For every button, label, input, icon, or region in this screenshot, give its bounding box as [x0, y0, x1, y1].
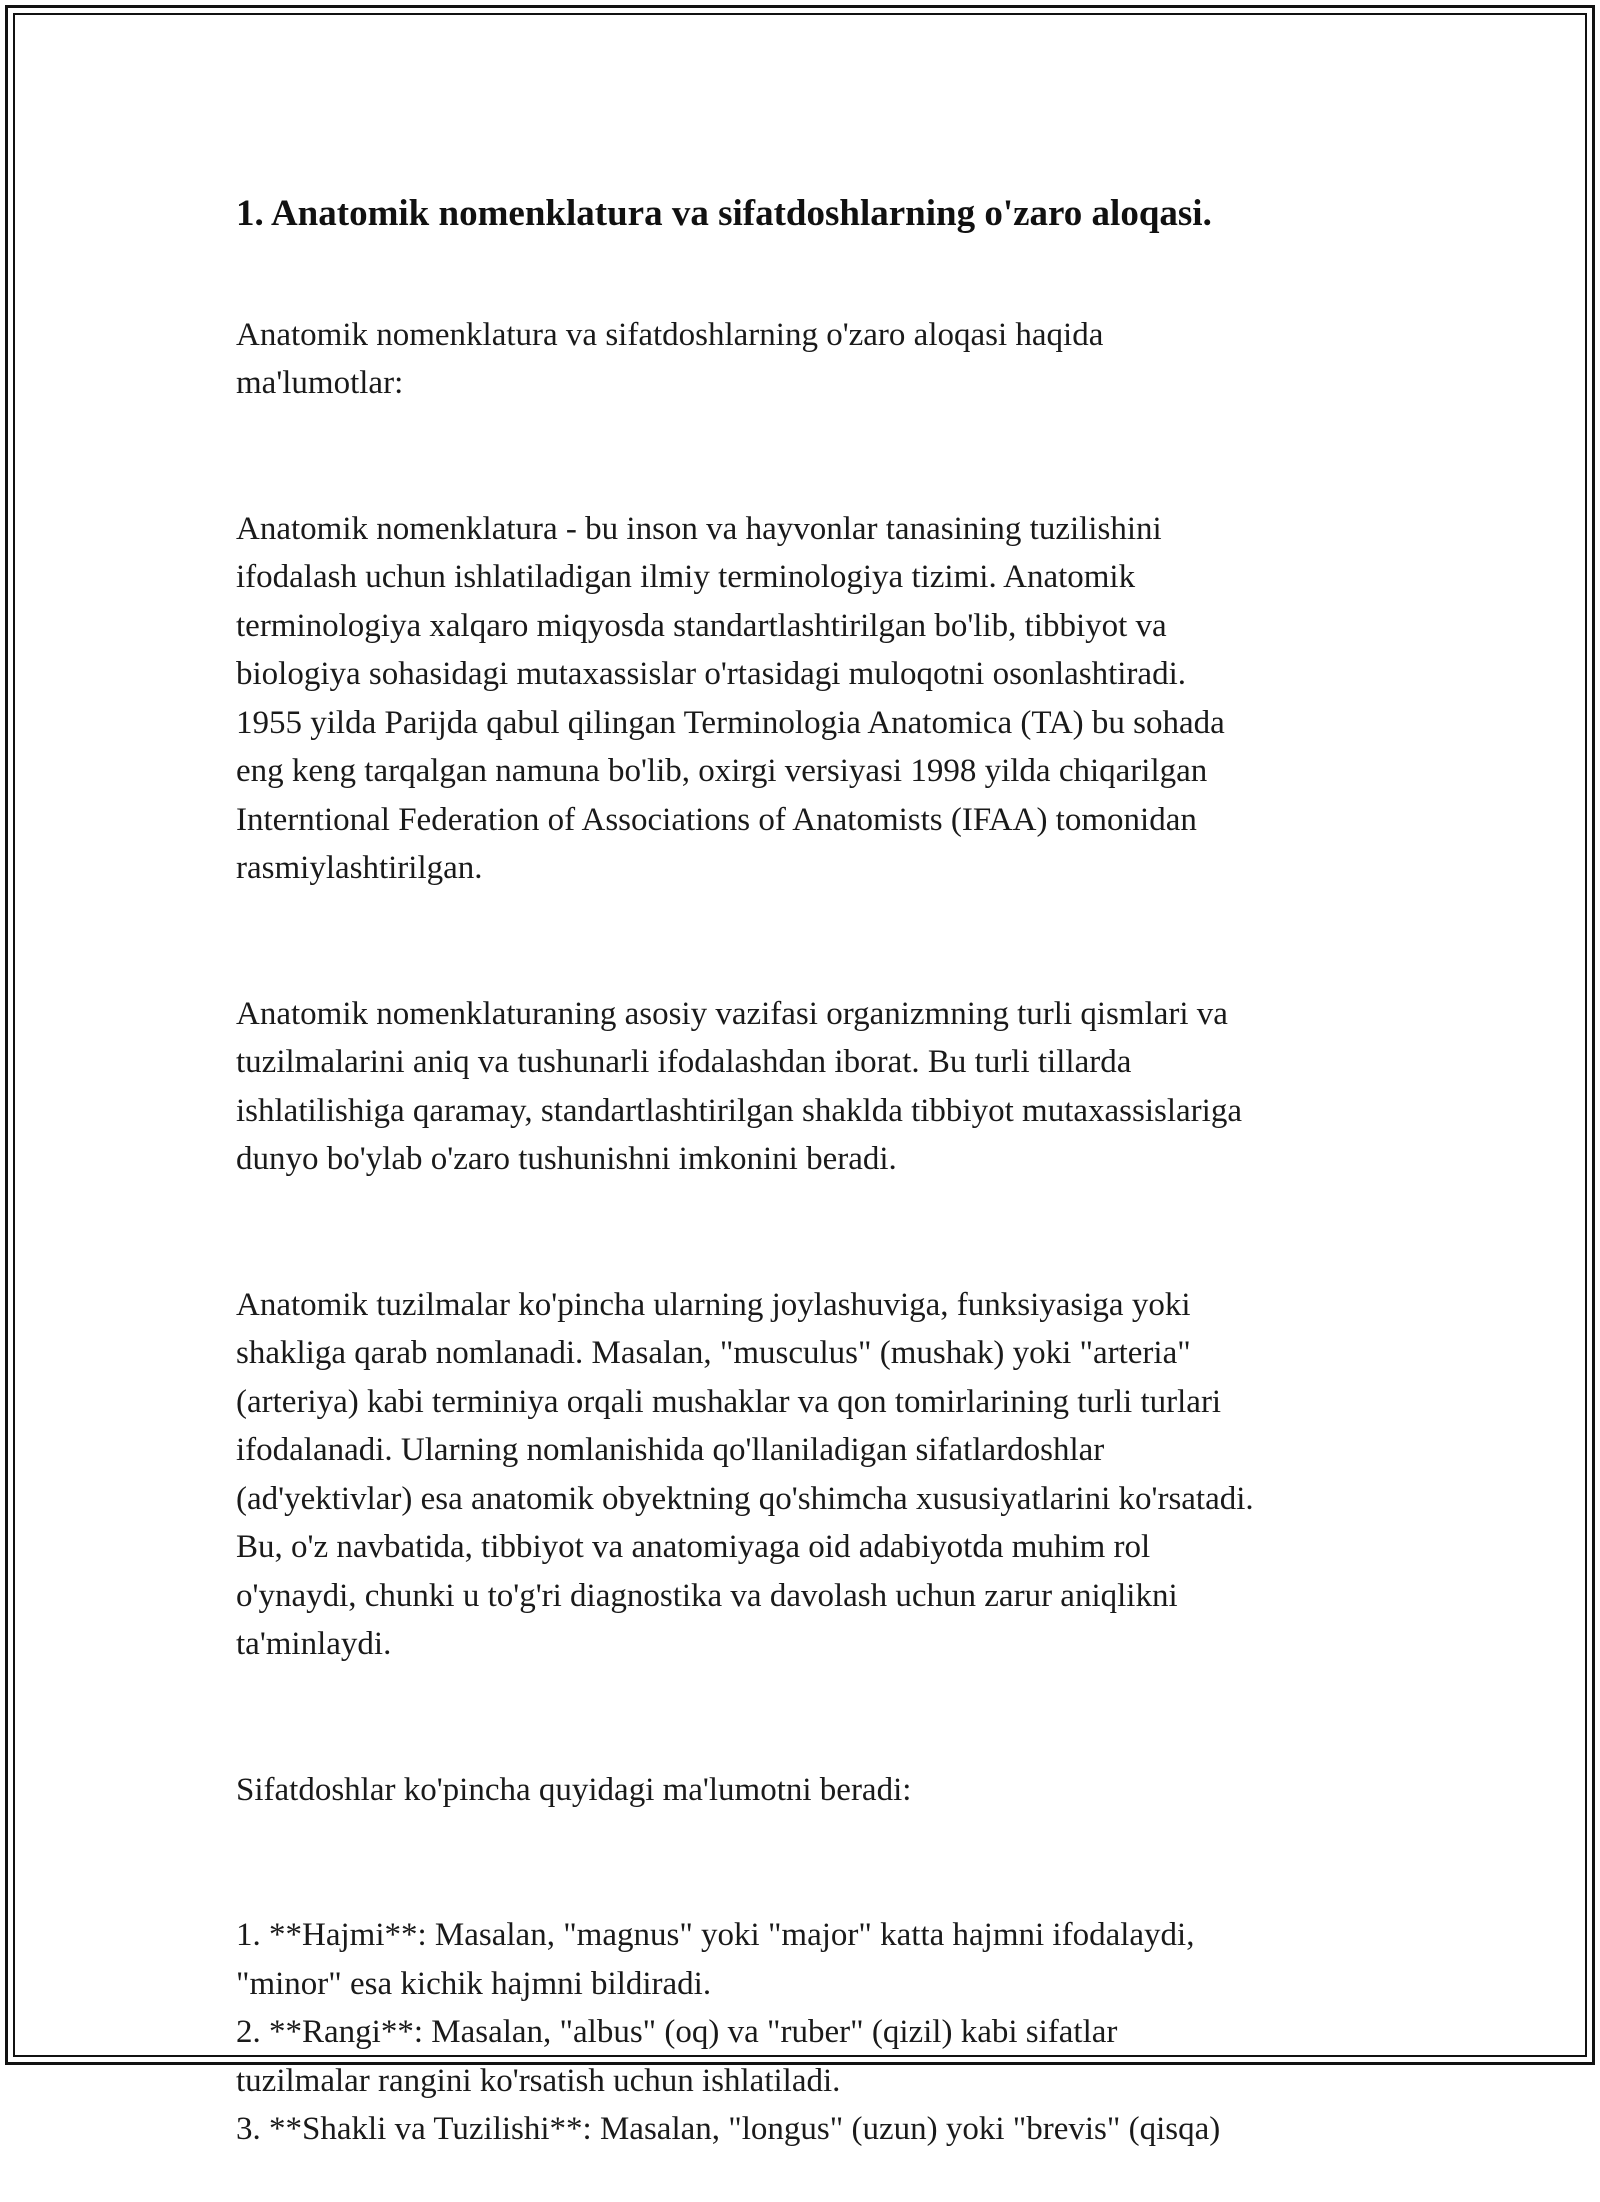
paragraph-intro: Anatomik nomenklatura va sifatdoshlarning o'zaro aloqasi haqida ma'lumotlar:: [236, 316, 1104, 401]
paragraph-adjectives-intro: Sifatdoshlar ko'pincha quyidagi ma'lumotni beradi:: [236, 1771, 912, 1808]
document-body: [236, 190, 1386, 2202]
document-title: 1. Anatomik nomenklatura va sifatdoshlarning o'zaro aloqasi.: [236, 193, 1212, 234]
paragraph-purpose: Anatomik nomenklaturaning asosiy vazifasi organizmning turli qismlari va tuzilmalarini aniq va tushunarli ifodalashdan iborat. Bu turli tillarda ishlatilishiga qaramay, standartlashtirilgan shakldа tibbiyot mutaxassislariga dunyo bo'ylab o'zaro tushunishni imkonini beradi.: [236, 995, 1242, 1177]
paragraph-definition: Anatomik nomenklatura - bu inson va hayvonlar tanasining tuzilishini ifodalash uchun ishlatiladigan ilmiy terminologiya tizimi. Anatomik terminologiya xalqaro miqyosda standartlashtirilgan bo'lib, tibbiyot va biologiya sohasidagi mutaxassislar o'rtasidagi muloqotni osonlashtiradi. 1955 yilda Parijda qabul qilingan Terminologia Anatomica (TA) bu sohada eng keng tarqalgan namuna bo'lib, oxirgi versiyasi 1998 yilda chiqarilgan Interntional Federation of Associations of Anatomists (IFAA) tomonidan rasmiylashtirilgan.: [236, 510, 1225, 886]
paragraph-naming: Anatomik tuzilmalar ko'pincha ularning joylashuviga, funksiyasiga yoki shakliga qarab nomlanadi. Masalan, "musculus" (mushak) yoki "arteria" (arteriya) kabi terminiya orqali mushaklar va qon tomirlarining turli turlari ifodalanadi. Ularning nomlanishida qo'llaniladigan sifatlardoshlar (ad'yektivlar) esa anatomik obyektning qo'shimcha xususiyatlarini ko'rsatadi. Bu, o'z navbatida, tibbiyot va anatomiyaga oid adabiyotda muhim rol o'ynaydi, chunki u to'g'ri diagnostika va davolash uchun zarur aniqlikni ta'minlaydi.: [236, 1286, 1254, 1662]
paragraph-adjectives-list: 1. **Hajmi**: Masalan, "magnus" yoki "major" katta hajmni ifodalaydi, "minor" esa kichik hajmni bildiradi. 2. **Rangi**: Masalan, "albus" (oq) va "ruber" (qizil) kabi sifatlar tuzilmalar rangini ko'rsatish uchun ishlatiladi. 3. **Shakli va Tuzilishi**: Masalan, "longus" (uzun) yoki "brevis" (qisqa): [236, 1917, 1221, 2147]
document-text: [236, 262, 1386, 2202]
